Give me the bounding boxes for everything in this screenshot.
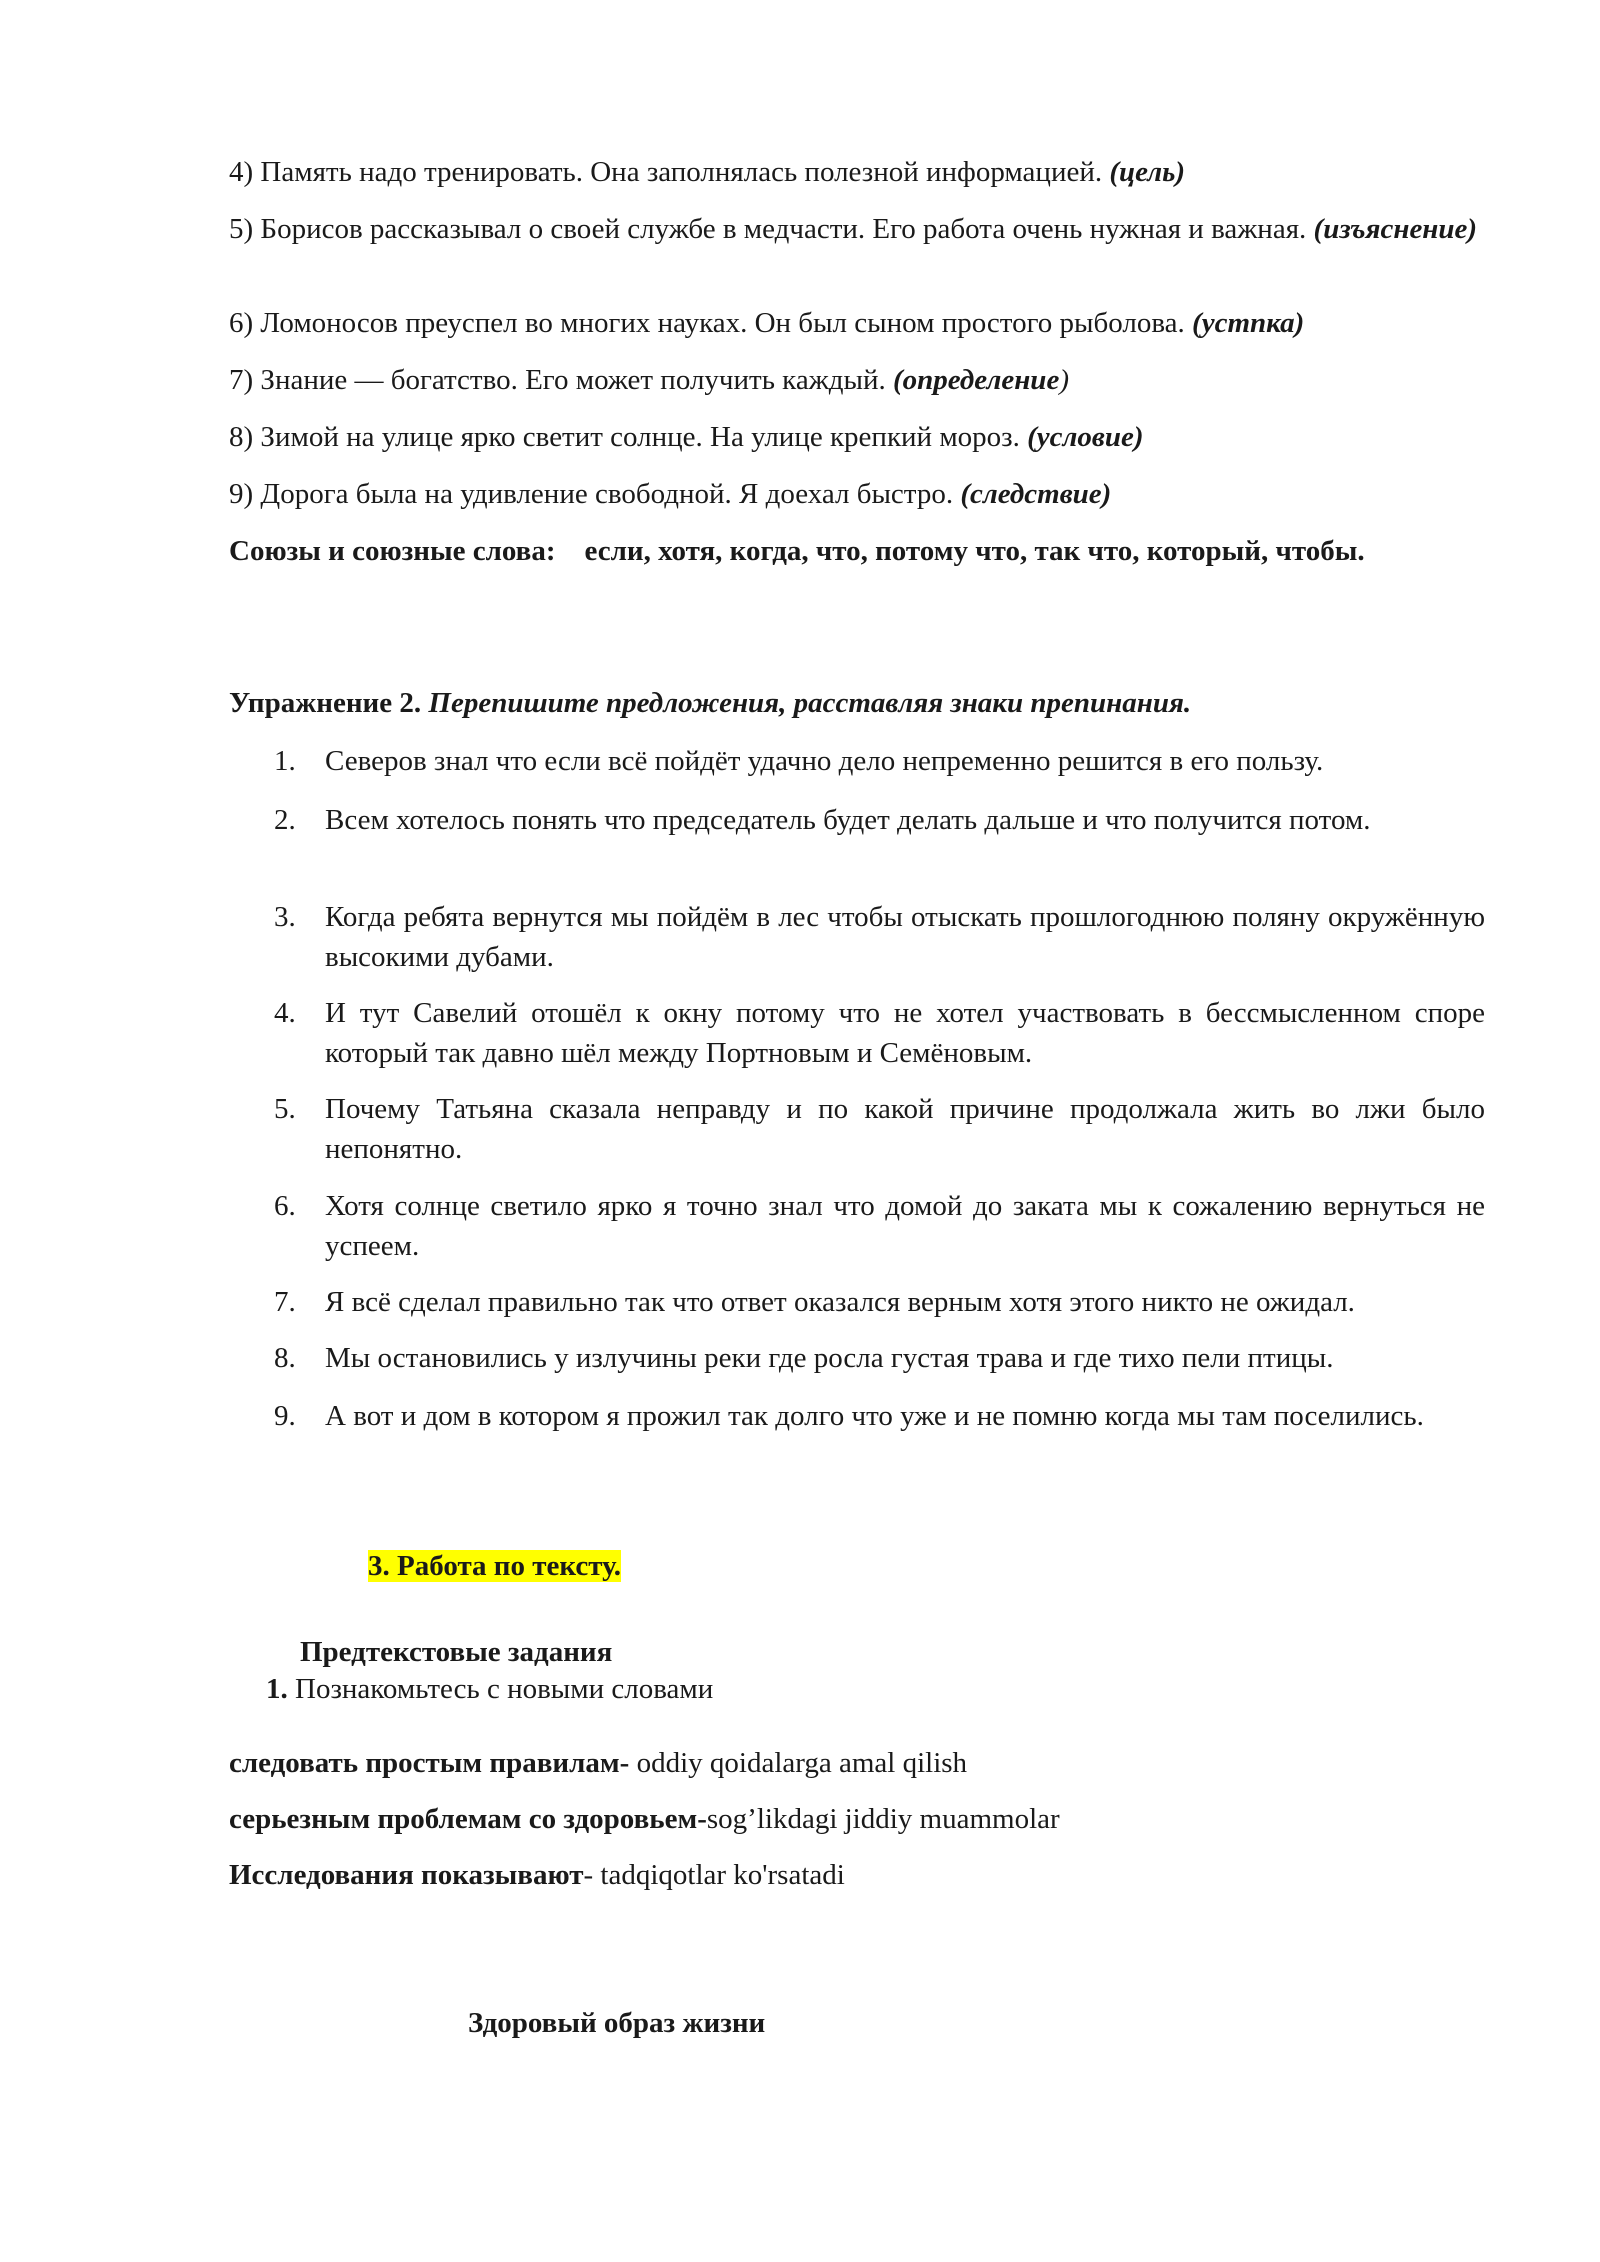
exercise2-heading bbox=[229, 684, 1485, 722]
exercise1-item bbox=[229, 153, 1485, 191]
exercise1-item bbox=[229, 210, 1485, 248]
item-text: Ломоносов преуспел во многих науках. Он был сыном простого рыболова. bbox=[260, 307, 1185, 339]
conjunctions-words: если, хотя, когда, что, потому что, так что, который, чтобы. bbox=[584, 535, 1365, 567]
list-text: Мы остановились у излучины реки где росла густая трава и где тихо пели птицы. bbox=[325, 1342, 1334, 1374]
item-number: 5) bbox=[229, 213, 254, 245]
item-number: 7) bbox=[229, 364, 254, 396]
list-number: 3. bbox=[274, 901, 296, 933]
list-number: 1. bbox=[274, 745, 296, 777]
vocab-separator: - bbox=[583, 1859, 601, 1891]
list-number: 4. bbox=[274, 997, 296, 1029]
list-number: 5. bbox=[274, 1093, 296, 1125]
list-item bbox=[229, 1396, 1485, 1436]
vocab-separator: - bbox=[619, 1747, 637, 1779]
vocab-entry bbox=[229, 1744, 1485, 1782]
exercise2-instruction: Перепишите предложения, расставляя знаки препинания. bbox=[428, 687, 1192, 719]
list-text: И тут Савелий отошёл к окну потому что не хотел участвовать в бессмысленном споре который так давно шёл между Портновым и Семёновым. bbox=[325, 997, 1485, 1069]
item-tag: (изъяснение) bbox=[1313, 213, 1478, 245]
vocab-russian: следовать простым правилам bbox=[229, 1747, 620, 1779]
text-title: Здоровый образ жизни bbox=[468, 2007, 766, 2039]
vocab-entry bbox=[229, 1800, 1485, 1838]
list-item bbox=[229, 1338, 1485, 1378]
section-heading-highlight: 3. Работа по тексту. bbox=[368, 1550, 621, 1582]
list-number: 7. bbox=[274, 1286, 296, 1318]
list-text: Почему Татьяна сказала неправду и по какой причине продолжала жить во лжи было непонятно. bbox=[325, 1093, 1485, 1165]
list-item bbox=[229, 897, 1485, 977]
item-tag: (устпка) bbox=[1192, 307, 1305, 339]
list-item bbox=[229, 1089, 1485, 1169]
task-text: Познакомьтесь с новыми словами bbox=[295, 1673, 714, 1705]
list-text: Когда ребята вернутся мы пойдём в лес чтобы отыскать прошлогоднюю поляну окружённую высокими дубами. bbox=[325, 901, 1485, 973]
list-item bbox=[229, 993, 1485, 1073]
item-text: Борисов рассказывал о своей службе в медчасти. Его работа очень нужная и важная. bbox=[260, 213, 1307, 245]
list-text: А вот и дом в котором я прожил так долго что уже и не помню когда мы там поселились. bbox=[325, 1400, 1424, 1432]
exercise1-item bbox=[229, 475, 1485, 513]
item-text: Дорога была на удивление свободной. Я доехал быстро. bbox=[260, 478, 954, 510]
item-text: Знание — богатство. Его может получить каждый. bbox=[260, 364, 886, 396]
conjunctions-line bbox=[229, 532, 1485, 570]
conjunctions-label: Союзы и союзные слова: bbox=[229, 535, 556, 567]
list-item bbox=[229, 1282, 1485, 1322]
item-number: 4) bbox=[229, 156, 254, 188]
item-tag-tail: ) bbox=[1059, 364, 1069, 396]
vocab-russian: Исследования показывают bbox=[229, 1859, 584, 1891]
list-item bbox=[229, 1186, 1485, 1266]
vocab-entry bbox=[229, 1856, 1485, 1894]
vocab-separator: - bbox=[697, 1803, 707, 1835]
list-number: 2. bbox=[274, 804, 296, 836]
item-tag: (цель) bbox=[1109, 156, 1186, 188]
item-number: 9) bbox=[229, 478, 254, 510]
list-text: Хотя солнце светило ярко я точно знал что домой до заката мы к сожалению вернуться не успеем. bbox=[325, 1190, 1485, 1262]
section-heading bbox=[368, 1547, 621, 1585]
exercise1-item bbox=[229, 418, 1485, 456]
vocab-uzbek: sog’likdagi jiddiy muammolar bbox=[706, 1803, 1060, 1835]
vocab-russian: серьезным проблемам со здоровьем bbox=[229, 1803, 698, 1835]
list-number: 9. bbox=[274, 1400, 296, 1432]
item-tag: (определение bbox=[892, 364, 1060, 396]
vocab-uzbek: tadqiqotlar ko'rsatadi bbox=[600, 1859, 845, 1891]
list-item bbox=[229, 741, 1485, 781]
item-text: Зимой на улице ярко светит солнце. На улице крепкий мороз. bbox=[260, 421, 1020, 453]
list-item bbox=[229, 800, 1485, 840]
exercise1-item bbox=[229, 304, 1485, 342]
pretext-task bbox=[266, 1670, 713, 1708]
exercise1-item bbox=[229, 361, 1485, 399]
item-tag: (условие) bbox=[1027, 421, 1144, 453]
list-number: 6. bbox=[274, 1190, 296, 1222]
list-number: 8. bbox=[274, 1342, 296, 1374]
item-number: 6) bbox=[229, 307, 254, 339]
item-number: 8) bbox=[229, 421, 254, 453]
pretext-heading: Предтекстовые задания bbox=[300, 1636, 613, 1668]
item-tag: (следствие) bbox=[960, 478, 1112, 510]
exercise2-label: Упражнение 2. bbox=[229, 687, 422, 719]
item-text: Память надо тренировать. Она заполнялась полезной информацией. bbox=[260, 156, 1103, 188]
list-text: Я всё сделал правильно так что ответ оказался верным хотя этого никто не ожидал. bbox=[325, 1286, 1355, 1318]
list-text: Всем хотелось понять что председатель будет делать дальше и что получится потом. bbox=[325, 804, 1371, 836]
list-text: Северов знал что если всё пойдёт удачно дело непременно решится в его пользу. bbox=[325, 745, 1324, 777]
task-number: 1. bbox=[266, 1673, 288, 1705]
vocab-uzbek: oddiy qoidalarga amal qilish bbox=[636, 1747, 968, 1779]
